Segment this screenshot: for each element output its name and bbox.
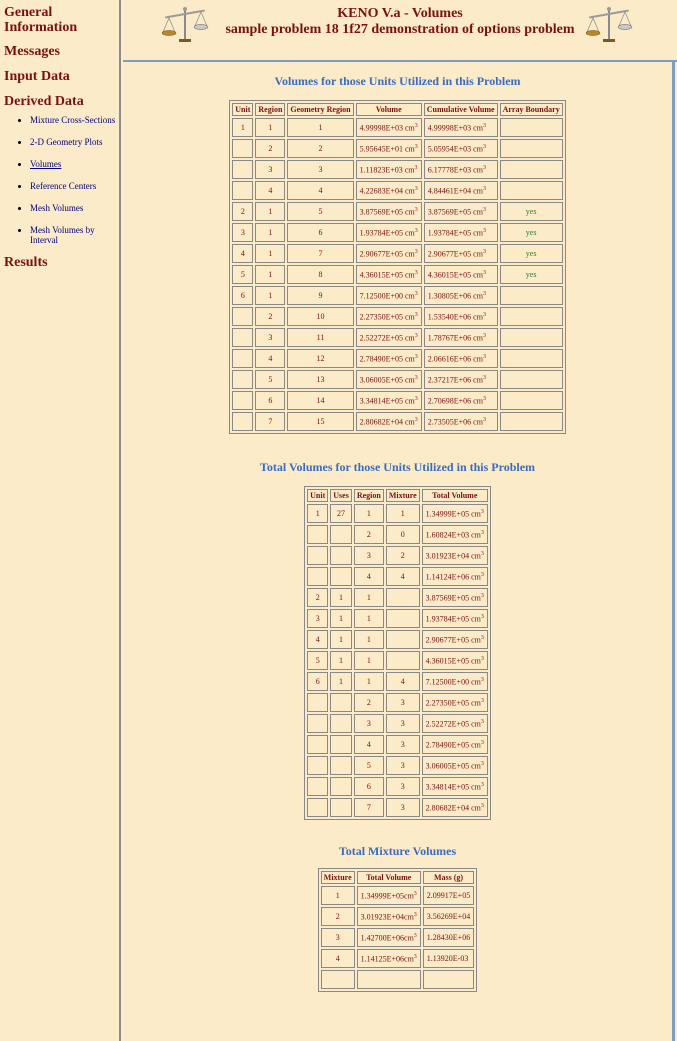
table-cell: 1 xyxy=(354,504,384,523)
column-header: Volume xyxy=(356,103,422,116)
table-cell: 3 xyxy=(386,777,420,796)
table-row xyxy=(307,630,488,649)
table-cell: 4 xyxy=(287,181,353,200)
volume-cell: $3.01923E+04cm^3$ xyxy=(357,907,421,926)
volume-cell: 2.90677E+05 $cm^3$ xyxy=(424,244,498,263)
table-cell xyxy=(330,714,352,733)
volume-cell: 2.37217E+06 $cm^3$ xyxy=(424,370,498,389)
table-row xyxy=(232,286,562,305)
total-volumes-caption: Total Volumes for those Units Utilized in this Problem xyxy=(259,460,536,474)
table-cell: 2 xyxy=(232,202,253,221)
volume-cell: 3.87569E+05 $cm^3$ xyxy=(424,202,498,221)
table-cell: 4 xyxy=(354,567,384,586)
table-cell: 7 xyxy=(255,412,285,431)
table-cell: yes xyxy=(500,202,563,221)
table-header-row xyxy=(232,103,562,116)
table-row xyxy=(307,651,488,670)
table-cell xyxy=(232,391,253,410)
table-cell xyxy=(423,970,474,989)
volume-cell: 6.17778E+03 $cm^3$ xyxy=(424,160,498,179)
table-row xyxy=(307,798,488,817)
column-header: Mass (g) xyxy=(423,871,474,884)
table-row xyxy=(307,504,488,523)
table-row xyxy=(307,525,488,544)
volume-cell: 5.05954E+03 $cm^3$ xyxy=(424,139,498,158)
title-line-1: KENO V.a - Volumes xyxy=(337,6,463,21)
table-row xyxy=(307,714,488,733)
volume-cell: 3.34814E+05 $cm^3$ xyxy=(422,777,488,796)
volume-cell: 4.99998E+03 $cm^3$ xyxy=(356,118,422,137)
table-cell xyxy=(500,118,563,137)
volume-cell: 3.06005E+05 $cm^3$ xyxy=(356,370,422,389)
title-line-2: sample problem 18 1f27 demonstration of options problem xyxy=(225,22,575,37)
volume-cell: 1.93784E+05 $cm^3$ xyxy=(422,609,488,628)
nav-item-mixture-cross-sections[interactable] xyxy=(30,115,119,125)
table-cell xyxy=(307,777,328,796)
table-cell: 1 xyxy=(255,286,285,305)
table-cell: 1 xyxy=(386,504,420,523)
table-cell xyxy=(232,139,253,158)
volume-cell: 1.30805E+06 $cm^3$ xyxy=(424,286,498,305)
volume-cell: 1.93784E+05 $cm^3$ xyxy=(356,223,422,242)
nav-input-data-link[interactable]: Input Data xyxy=(4,69,70,84)
table-cell: 2 xyxy=(255,139,285,158)
table-cell: 5 xyxy=(307,651,328,670)
table-cell: 2 xyxy=(307,588,328,607)
volume-cell: 1.78767E+06 $cm^3$ xyxy=(424,328,498,347)
column-header: Array Boundary xyxy=(500,103,563,116)
volume-cell: 3.34814E+05 $cm^3$ xyxy=(356,391,422,410)
table-row xyxy=(232,307,562,326)
table-row xyxy=(321,970,474,989)
nav-item-label[interactable]: Mixture Cross-Sections xyxy=(30,115,116,125)
table-cell: 1 xyxy=(354,651,384,670)
table-cell xyxy=(232,370,253,389)
table-cell: 2 xyxy=(321,907,355,926)
volume-cell: 3.87569E+05 $cm^3$ xyxy=(356,202,422,221)
volume-cell: $1.14125E+06cm^3$ xyxy=(357,949,421,968)
table-cell: 13 xyxy=(287,370,353,389)
volume-cell: 1.34999E+05 $cm^3$ xyxy=(422,504,488,523)
column-header: Region xyxy=(354,489,384,502)
table-cell xyxy=(500,181,563,200)
table-cell: 4 xyxy=(386,672,420,691)
table-row xyxy=(232,328,562,347)
table-cell: 3 xyxy=(255,160,285,179)
table-row xyxy=(232,181,562,200)
table-cell xyxy=(307,567,328,586)
column-header: Mixture xyxy=(321,871,355,884)
table-row xyxy=(232,223,562,242)
volume-cell: 2.78490E+05 $cm^3$ xyxy=(356,349,422,368)
table-cell: 3 xyxy=(255,328,285,347)
table-cell: 1 xyxy=(232,118,253,137)
volume-cell: 2.52272E+05 $cm^3$ xyxy=(422,714,488,733)
table-cell: 3 xyxy=(232,223,253,242)
table-cell: 3 xyxy=(386,714,420,733)
table-cell xyxy=(232,349,253,368)
nav-item-mesh-volumes-by-interval[interactable] xyxy=(30,225,119,245)
table-cell: 1 xyxy=(255,118,285,137)
volume-cell: 7.12500E+00 $cm^3$ xyxy=(422,672,488,691)
nav-item-volumes[interactable] xyxy=(30,159,119,169)
table-cell: 4 xyxy=(255,349,285,368)
table-cell: 3.56269E+04 xyxy=(423,907,474,926)
table-cell: yes xyxy=(500,223,563,242)
table-cell: 7 xyxy=(354,798,384,817)
table-cell: 3 xyxy=(287,160,353,179)
volume-cell: 4.22683E+04 $cm^3$ xyxy=(356,181,422,200)
table-cell xyxy=(307,735,328,754)
table-cell xyxy=(330,525,352,544)
nav-results-link[interactable]: Results xyxy=(4,255,48,270)
table-cell: 1 xyxy=(307,504,328,523)
table-cell: 14 xyxy=(287,391,353,410)
volume-cell: 3.87569E+05 $cm^3$ xyxy=(422,588,488,607)
table-cell: 6 xyxy=(307,672,328,691)
table-cell: 4 xyxy=(386,567,420,586)
nav-item-2d-geometry-plots[interactable] xyxy=(30,137,119,147)
table-cell: 1 xyxy=(330,651,352,670)
table-cell: 3 xyxy=(354,546,384,565)
table-cell xyxy=(500,349,563,368)
table-cell: 3 xyxy=(307,609,328,628)
total-volumes-table xyxy=(304,486,491,820)
table-cell: 8 xyxy=(287,265,353,284)
table-cell: 6 xyxy=(287,223,353,242)
volume-cell: 1.53540E+06 $cm^3$ xyxy=(424,307,498,326)
table-cell: 1 xyxy=(354,630,384,649)
table-cell xyxy=(330,798,352,817)
table-cell xyxy=(500,412,563,431)
table-cell: 4 xyxy=(255,181,285,200)
column-header: Geometry Region xyxy=(287,103,353,116)
column-header: Total Volume xyxy=(357,871,421,884)
volume-cell: 2.90677E+05 $cm^3$ xyxy=(356,244,422,263)
table-cell xyxy=(500,286,563,305)
table-cell xyxy=(500,391,563,410)
table-cell: 1 xyxy=(330,672,352,691)
table-cell xyxy=(330,777,352,796)
volume-cell: $1.42700E+06cm^3$ xyxy=(357,928,421,947)
table-cell: 4 xyxy=(232,244,253,263)
volume-cell: 2.90677E+05 $cm^3$ xyxy=(422,630,488,649)
table-cell xyxy=(307,756,328,775)
table-cell: 2.09917E+05 xyxy=(423,886,474,905)
volume-cell: 1.60824E+03 $cm^3$ xyxy=(422,525,488,544)
volume-cell: 3.06005E+05 $cm^3$ xyxy=(422,756,488,775)
table-cell: 3 xyxy=(386,798,420,817)
nav-item-label[interactable]: 2-D Geometry Plots xyxy=(30,137,103,147)
column-header: Total Volume xyxy=(422,489,488,502)
page-header xyxy=(123,0,677,62)
volume-cell: 2.52272E+05 $cm^3$ xyxy=(356,328,422,347)
table-header-row xyxy=(321,871,474,884)
volume-cell: 3.01923E+04 $cm^3$ xyxy=(422,546,488,565)
derived-data-list xyxy=(0,115,119,245)
table-row xyxy=(307,693,488,712)
table-cell: 0 xyxy=(386,525,420,544)
table-row xyxy=(232,391,562,410)
column-header: Unit xyxy=(232,103,253,116)
table-cell: 3 xyxy=(386,693,420,712)
volume-cell: 2.80682E+04 $cm^3$ xyxy=(356,412,422,431)
volume-cell: 2.06616E+06 $cm^3$ xyxy=(424,349,498,368)
table-cell xyxy=(386,651,420,670)
table-cell xyxy=(500,307,563,326)
table-row xyxy=(232,160,562,179)
table-cell: 1 xyxy=(255,244,285,263)
table-cell: 1 xyxy=(321,886,355,905)
table-cell: 5 xyxy=(287,202,353,221)
table-cell: 6 xyxy=(354,777,384,796)
volume-cell: 7.12500E+00 $cm^3$ xyxy=(356,286,422,305)
volume-cell: 2.27350E+05 $cm^3$ xyxy=(356,307,422,326)
table-cell: 10 xyxy=(287,307,353,326)
mixture-volumes-table xyxy=(318,868,477,992)
table-row xyxy=(232,370,562,389)
table-cell xyxy=(500,160,563,179)
table-cell xyxy=(321,970,355,989)
table-row xyxy=(321,949,474,968)
table-cell xyxy=(330,546,352,565)
table-cell xyxy=(500,139,563,158)
table-row xyxy=(307,756,488,775)
column-header: Mixture xyxy=(386,489,420,502)
table-cell: 1 xyxy=(354,609,384,628)
table-cell: 2 xyxy=(255,307,285,326)
table-cell: 15 xyxy=(287,412,353,431)
table-row xyxy=(307,777,488,796)
table-cell xyxy=(307,525,328,544)
table-cell: 3 xyxy=(386,756,420,775)
table-cell: 9 xyxy=(287,286,353,305)
volume-cell: 5.95645E+01 $cm^3$ xyxy=(356,139,422,158)
table-cell: 5 xyxy=(255,370,285,389)
units-volumes-table xyxy=(229,100,565,434)
table-cell xyxy=(232,412,253,431)
volume-cell: $1.34999E+05cm^3$ xyxy=(357,886,421,905)
table-row xyxy=(307,546,488,565)
table-cell xyxy=(330,693,352,712)
table-row xyxy=(232,202,562,221)
navigation-frame xyxy=(0,0,121,1041)
table-cell: yes xyxy=(500,244,563,263)
table-cell xyxy=(330,567,352,586)
volume-cell: 2.73505E+06 $cm^3$ xyxy=(424,412,498,431)
volume-cell: 2.78490E+05 $cm^3$ xyxy=(422,735,488,754)
nav-item-mesh-volumes[interactable] xyxy=(30,203,119,213)
volume-cell: 2.80682E+04 $cm^3$ xyxy=(422,798,488,817)
nav-item-label[interactable]: Mesh Volumes by Interval xyxy=(30,225,95,245)
column-header: Unit xyxy=(307,489,328,502)
table-cell xyxy=(307,714,328,733)
units-volumes-caption: Volumes for those Units Utilized in this Problem xyxy=(274,74,521,88)
table-header-row xyxy=(307,489,488,502)
table-row xyxy=(307,735,488,754)
table-cell: 4 xyxy=(321,949,355,968)
table-row xyxy=(232,265,562,284)
table-cell: 4 xyxy=(354,735,384,754)
table-cell: 2 xyxy=(354,693,384,712)
table-cell xyxy=(307,546,328,565)
table-row xyxy=(232,118,562,137)
table-cell: 1 xyxy=(287,118,353,137)
nav-item-label[interactable]: Mesh Volumes xyxy=(30,203,84,213)
column-header: Cumulative Volume xyxy=(424,103,498,116)
table-cell: 1 xyxy=(354,672,384,691)
nav-general-information-link[interactable]: General Information xyxy=(4,5,78,35)
table-cell xyxy=(307,693,328,712)
table-cell: 1 xyxy=(330,609,352,628)
table-cell xyxy=(232,328,253,347)
table-cell: 1 xyxy=(255,265,285,284)
table-cell xyxy=(232,307,253,326)
volume-cell: 4.36015E+05 $cm^3$ xyxy=(356,265,422,284)
nav-item-reference-centers[interactable] xyxy=(30,181,119,191)
table-cell: 6 xyxy=(255,391,285,410)
table-row xyxy=(307,609,488,628)
table-row xyxy=(307,588,488,607)
volume-cell: 4.84461E+04 $cm^3$ xyxy=(424,181,498,200)
table-row xyxy=(307,567,488,586)
table-cell: 2 xyxy=(354,525,384,544)
volume-cell xyxy=(357,970,421,989)
table-cell: 1.13920E-03 xyxy=(423,949,474,968)
nav-item-label[interactable]: Reference Centers xyxy=(30,181,97,191)
mixture-volumes-caption: Total Mixture Volumes xyxy=(338,844,457,858)
table-cell: 4 xyxy=(307,630,328,649)
table-cell xyxy=(307,798,328,817)
page-title xyxy=(123,6,677,38)
table-cell: 5 xyxy=(232,265,253,284)
volume-cell: 4.99998E+03 $cm^3$ xyxy=(424,118,498,137)
table-cell: 27 xyxy=(330,504,352,523)
main-content xyxy=(123,68,672,992)
table-cell: 1 xyxy=(255,223,285,242)
table-row xyxy=(307,672,488,691)
volume-cell: 2.70698E+06 $cm^3$ xyxy=(424,391,498,410)
volume-cell: 1.11823E+03 $cm^3$ xyxy=(356,160,422,179)
column-header: Region xyxy=(255,103,285,116)
volume-cell: 2.27350E+05 $cm^3$ xyxy=(422,693,488,712)
table-cell: 7 xyxy=(287,244,353,263)
table-cell: 1 xyxy=(330,630,352,649)
table-row xyxy=(321,886,474,905)
table-cell xyxy=(500,370,563,389)
table-cell: 2 xyxy=(287,139,353,158)
volume-cell: 4.36015E+05 $cm^3$ xyxy=(422,651,488,670)
volume-cell: 1.93784E+05 $cm^3$ xyxy=(424,223,498,242)
table-cell: 12 xyxy=(287,349,353,368)
table-cell: 1 xyxy=(354,588,384,607)
table-cell: 1.28430E+06 xyxy=(423,928,474,947)
table-cell: 5 xyxy=(354,756,384,775)
table-cell xyxy=(386,588,420,607)
table-cell: 1 xyxy=(255,202,285,221)
table-row xyxy=(232,139,562,158)
table-cell: 3 xyxy=(386,735,420,754)
table-cell xyxy=(386,609,420,628)
table-cell xyxy=(232,181,253,200)
table-cell xyxy=(232,160,253,179)
nav-item-label[interactable]: Volumes xyxy=(30,159,62,169)
table-cell xyxy=(330,735,352,754)
table-cell xyxy=(330,756,352,775)
volume-cell: 4.36015E+05 $cm^3$ xyxy=(424,265,498,284)
table-row xyxy=(232,349,562,368)
table-cell: yes xyxy=(500,265,563,284)
volume-cell: 1.14124E+06 $cm^3$ xyxy=(422,567,488,586)
table-cell: 3 xyxy=(321,928,355,947)
table-cell: 6 xyxy=(232,286,253,305)
table-row xyxy=(232,244,562,263)
nav-messages-link[interactable]: Messages xyxy=(4,44,60,59)
table-row xyxy=(232,412,562,431)
nav-derived-data-link[interactable]: Derived Data xyxy=(4,94,84,109)
table-cell: 2 xyxy=(386,546,420,565)
column-header: Uses xyxy=(330,489,352,502)
frame-scrollbar-edge xyxy=(672,62,675,1041)
table-cell xyxy=(386,630,420,649)
table-cell: 3 xyxy=(354,714,384,733)
table-cell xyxy=(500,328,563,347)
table-cell: 1 xyxy=(330,588,352,607)
table-row xyxy=(321,907,474,926)
table-row xyxy=(321,928,474,947)
table-cell: 11 xyxy=(287,328,353,347)
